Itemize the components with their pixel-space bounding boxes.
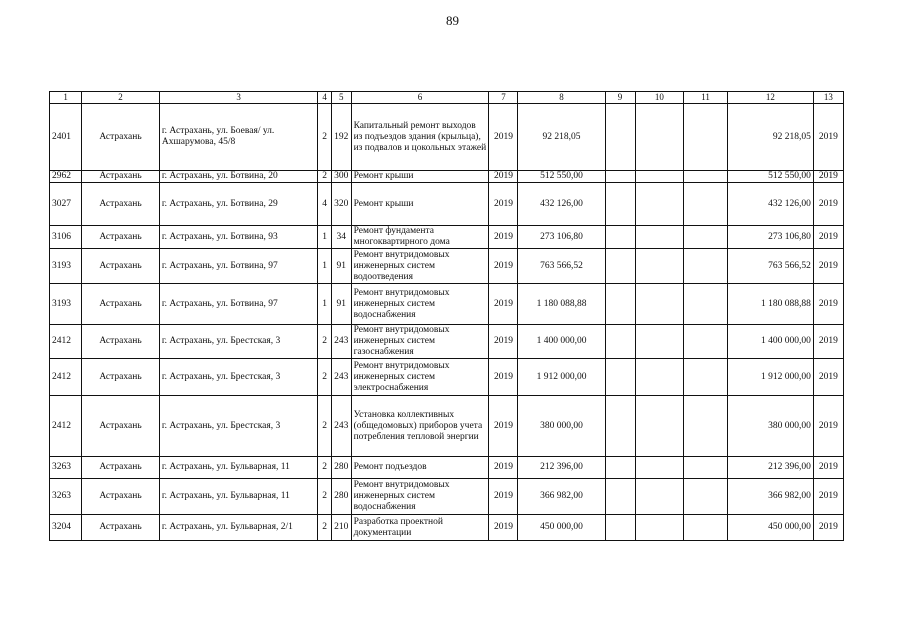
cell-year-end: 2019	[813, 104, 843, 171]
cell-col5: 243	[331, 359, 351, 396]
cell-address: г. Астрахань, ул. Боевая/ ул. Ахшарумова, 45/8	[159, 104, 318, 171]
cell-col11	[684, 325, 728, 359]
table-row	[50, 325, 844, 359]
cell-col5: 280	[331, 457, 351, 479]
table-row	[50, 479, 844, 515]
cell-year-end: 2019	[813, 325, 843, 359]
cell-year-end: 2019	[813, 515, 843, 541]
cell-address: г. Астрахань, ул. Ботвина, 97	[159, 284, 318, 325]
cell-work-type: Ремонт крыши	[351, 183, 489, 226]
cell-work-type: Ремонт фундамента многоквартирного дома	[351, 226, 489, 249]
cell-col5: 210	[331, 515, 351, 541]
cell-address: г. Астрахань, ул. Ботвина, 93	[159, 226, 318, 249]
col-header: 11	[684, 92, 728, 104]
cell-id: 2412	[50, 325, 82, 359]
cell-year: 2019	[489, 183, 518, 226]
table-row	[50, 183, 844, 226]
cell-col10	[635, 104, 684, 171]
cell-year: 2019	[489, 171, 518, 183]
cell-col4: 1	[318, 284, 331, 325]
col-header: 12	[727, 92, 813, 104]
cell-col11	[684, 284, 728, 325]
cell-col4: 1	[318, 226, 331, 249]
cell-col4: 2	[318, 359, 331, 396]
cell-col11	[684, 249, 728, 284]
cell-col10	[635, 284, 684, 325]
cell-year-end: 2019	[813, 359, 843, 396]
cell-col10	[635, 479, 684, 515]
col-header: 3	[159, 92, 318, 104]
cell-id: 3106	[50, 226, 82, 249]
cell-work-type: Ремонт внутридомовых инженерных систем водоотведения	[351, 249, 489, 284]
cell-city: Астрахань	[82, 515, 160, 541]
col-header: 2	[82, 92, 160, 104]
table-row	[50, 104, 844, 171]
cell-year: 2019	[489, 396, 518, 457]
cell-address: г. Астрахань, ул. Брестская, 3	[159, 396, 318, 457]
cell-col9	[605, 171, 635, 183]
cell-total: 1 180 088,88	[727, 284, 813, 325]
cell-col5: 243	[331, 325, 351, 359]
cell-city: Астрахань	[82, 226, 160, 249]
cell-col5: 320	[331, 183, 351, 226]
cell-work-type: Ремонт внутридомовых инженерных систем газоснабжения	[351, 325, 489, 359]
cell-col5: 91	[331, 249, 351, 284]
col-header: 8	[518, 92, 605, 104]
cell-col4: 2	[318, 396, 331, 457]
header-row	[50, 92, 844, 104]
col-header: 4	[318, 92, 331, 104]
cell-total: 212 396,00	[727, 457, 813, 479]
cell-year: 2019	[489, 226, 518, 249]
cell-address: г. Астрахань, ул. Бульварная, 11	[159, 479, 318, 515]
cell-total: 1 400 000,00	[727, 325, 813, 359]
cell-col11	[684, 396, 728, 457]
cell-col9	[605, 479, 635, 515]
cell-col5: 91	[331, 284, 351, 325]
cell-total: 432 126,00	[727, 183, 813, 226]
cell-cost: 92 218,05	[518, 104, 605, 171]
cell-id: 3193	[50, 249, 82, 284]
cell-id: 3204	[50, 515, 82, 541]
cell-year-end: 2019	[813, 284, 843, 325]
cell-id: 2412	[50, 396, 82, 457]
cell-year-end: 2019	[813, 183, 843, 226]
cell-id: 3263	[50, 457, 82, 479]
table-row	[50, 396, 844, 457]
cell-col5: 192	[331, 104, 351, 171]
cell-work-type: Установка коллективных (общедомовых) приборов учета потребления тепловой энергии	[351, 396, 489, 457]
cell-address: г. Астрахань, ул. Ботвина, 20	[159, 171, 318, 183]
cell-total: 366 982,00	[727, 479, 813, 515]
cell-year: 2019	[489, 284, 518, 325]
cell-cost: 763 566,52	[518, 249, 605, 284]
cell-col11	[684, 515, 728, 541]
cell-work-type: Разработка проектной документации	[351, 515, 489, 541]
cell-work-type: Ремонт внутридомовых инженерных систем водоснабжения	[351, 284, 489, 325]
cell-cost: 432 126,00	[518, 183, 605, 226]
cell-id: 3027	[50, 183, 82, 226]
cell-city: Астрахань	[82, 183, 160, 226]
cell-year-end: 2019	[813, 457, 843, 479]
cell-id: 3263	[50, 479, 82, 515]
table-row	[50, 359, 844, 396]
cell-col5: 243	[331, 396, 351, 457]
cell-total: 273 106,80	[727, 226, 813, 249]
cell-cost: 1 912 000,00	[518, 359, 605, 396]
cell-col11	[684, 171, 728, 183]
cell-year: 2019	[489, 515, 518, 541]
cell-col4: 2	[318, 171, 331, 183]
cell-col10	[635, 359, 684, 396]
cell-year-end: 2019	[813, 396, 843, 457]
cell-city: Астрахань	[82, 457, 160, 479]
page-number: 89	[446, 13, 459, 28]
cell-address: г. Астрахань, ул. Ботвина, 29	[159, 183, 318, 226]
cell-year-end: 2019	[813, 171, 843, 183]
cell-work-type: Ремонт подъездов	[351, 457, 489, 479]
cell-cost: 1 180 088,88	[518, 284, 605, 325]
cell-total: 512 550,00	[727, 171, 813, 183]
cell-id: 2412	[50, 359, 82, 396]
cell-col9	[605, 396, 635, 457]
cell-year: 2019	[489, 104, 518, 171]
cell-col11	[684, 104, 728, 171]
cell-city: Астрахань	[82, 284, 160, 325]
cell-city: Астрахань	[82, 325, 160, 359]
cell-total: 763 566,52	[727, 249, 813, 284]
cell-col4: 2	[318, 479, 331, 515]
cell-col9	[605, 359, 635, 396]
cell-col10	[635, 249, 684, 284]
col-header: 7	[489, 92, 518, 104]
cell-year: 2019	[489, 325, 518, 359]
cell-city: Астрахань	[82, 249, 160, 284]
col-header: 1	[50, 92, 82, 104]
cell-col9	[605, 183, 635, 226]
cell-col10	[635, 183, 684, 226]
cell-address: г. Астрахань, ул. Бульварная, 11	[159, 457, 318, 479]
cell-id: 2401	[50, 104, 82, 171]
cell-cost: 366 982,00	[518, 479, 605, 515]
cell-total: 1 912 000,00	[727, 359, 813, 396]
cell-col11	[684, 457, 728, 479]
registry-table	[49, 91, 844, 541]
cell-cost: 450 000,00	[518, 515, 605, 541]
cell-year-end: 2019	[813, 226, 843, 249]
cell-col10	[635, 396, 684, 457]
table-row	[50, 284, 844, 325]
cell-city: Астрахань	[82, 479, 160, 515]
cell-col4: 4	[318, 183, 331, 226]
cell-city: Астрахань	[82, 396, 160, 457]
cell-year: 2019	[489, 479, 518, 515]
cell-col11	[684, 359, 728, 396]
cell-total: 450 000,00	[727, 515, 813, 541]
cell-col4: 1	[318, 249, 331, 284]
cell-work-type: Капитальный ремонт выходов из подъездов здания (крыльца), из подвалов и цокольных этажей	[351, 104, 489, 171]
cell-col5: 300	[331, 171, 351, 183]
cell-col11	[684, 479, 728, 515]
col-header: 9	[605, 92, 635, 104]
cell-col10	[635, 515, 684, 541]
table-row	[50, 226, 844, 249]
cell-address: г. Астрахань, ул. Брестская, 3	[159, 325, 318, 359]
cell-col4: 2	[318, 325, 331, 359]
cell-col9	[605, 249, 635, 284]
cell-work-type: Ремонт внутридомовых инженерных систем электроснабжения	[351, 359, 489, 396]
cell-address: г. Астрахань, ул. Ботвина, 97	[159, 249, 318, 284]
cell-col9	[605, 515, 635, 541]
cell-col10	[635, 325, 684, 359]
col-header: 6	[351, 92, 489, 104]
cell-col9	[605, 325, 635, 359]
cell-col9	[605, 104, 635, 171]
cell-id: 2962	[50, 171, 82, 183]
table-row	[50, 457, 844, 479]
cell-city: Астрахань	[82, 104, 160, 171]
cell-col9	[605, 457, 635, 479]
cell-cost: 512 550,00	[518, 171, 605, 183]
cell-city: Астрахань	[82, 359, 160, 396]
cell-col9	[605, 284, 635, 325]
table-row	[50, 515, 844, 541]
cell-year: 2019	[489, 457, 518, 479]
cell-col9	[605, 226, 635, 249]
cell-col10	[635, 457, 684, 479]
cell-col10	[635, 171, 684, 183]
col-header: 5	[331, 92, 351, 104]
table-row	[50, 249, 844, 284]
cell-cost: 380 000,00	[518, 396, 605, 457]
cell-col11	[684, 183, 728, 226]
col-header: 10	[635, 92, 684, 104]
col-header: 13	[813, 92, 843, 104]
cell-col4: 2	[318, 104, 331, 171]
cell-col4: 2	[318, 457, 331, 479]
cell-address: г. Астрахань, ул. Брестская, 3	[159, 359, 318, 396]
cell-year: 2019	[489, 359, 518, 396]
cell-col5: 280	[331, 479, 351, 515]
cell-year-end: 2019	[813, 249, 843, 284]
cell-cost: 212 396,00	[518, 457, 605, 479]
cell-col11	[684, 226, 728, 249]
cell-col5: 34	[331, 226, 351, 249]
cell-id: 3193	[50, 284, 82, 325]
cell-total: 92 218,05	[727, 104, 813, 171]
cell-cost: 1 400 000,00	[518, 325, 605, 359]
cell-work-type: Ремонт внутридомовых инженерных систем водоснабжения	[351, 479, 489, 515]
cell-col4: 2	[318, 515, 331, 541]
cell-city: Астрахань	[82, 171, 160, 183]
cell-year: 2019	[489, 249, 518, 284]
cell-total: 380 000,00	[727, 396, 813, 457]
table-row	[50, 171, 844, 183]
cell-col10	[635, 226, 684, 249]
cell-address: г. Астрахань, ул. Бульварная, 2/1	[159, 515, 318, 541]
cell-year-end: 2019	[813, 479, 843, 515]
cell-work-type: Ремонт крыши	[351, 171, 489, 183]
cell-cost: 273 106,80	[518, 226, 605, 249]
